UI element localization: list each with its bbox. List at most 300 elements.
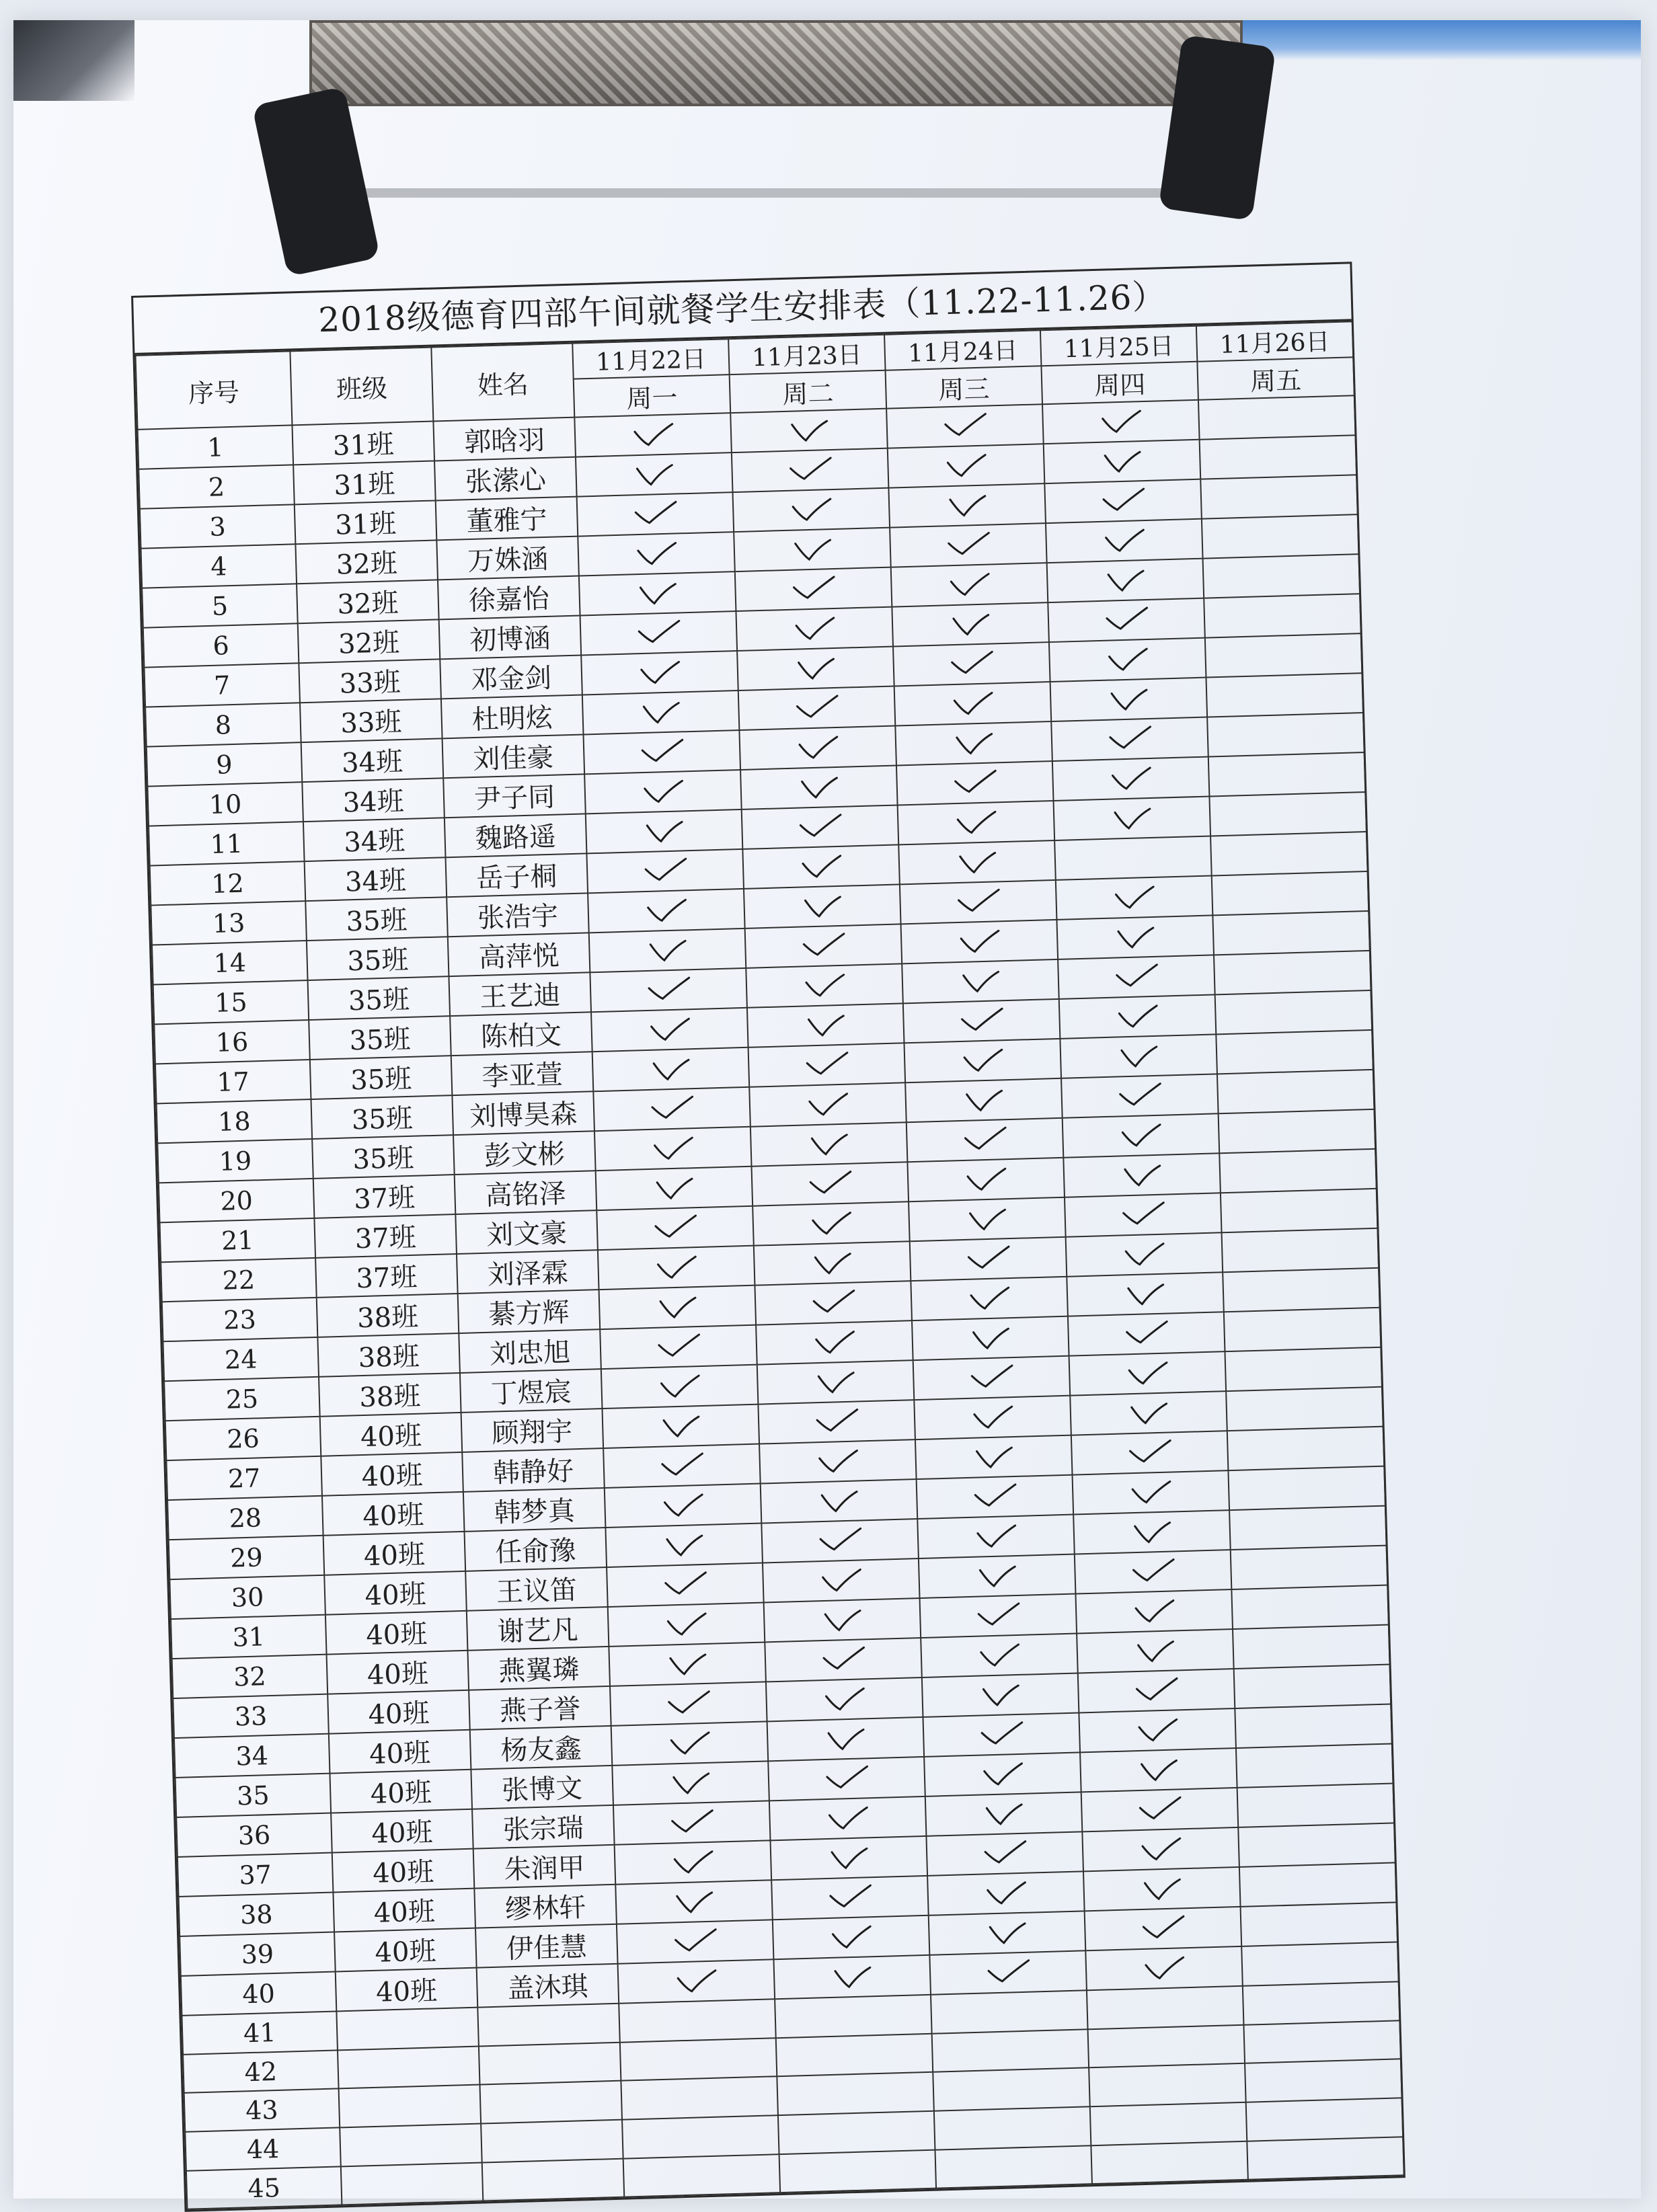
paper-sheet xyxy=(13,20,1641,2203)
row-class: 31班 xyxy=(295,500,437,544)
attendance-cell xyxy=(767,1717,925,1761)
checkmark-icon xyxy=(1119,1201,1167,1229)
row-class: 40班 xyxy=(329,1730,471,1774)
row-student-name: 张博文 xyxy=(471,1766,613,1809)
checkmark-icon xyxy=(1110,883,1158,912)
checkmark-icon xyxy=(1107,764,1155,793)
row-index: 5 xyxy=(142,584,298,627)
header-date: 11月24日 xyxy=(884,330,1041,370)
attendance-cell xyxy=(1236,1743,1393,1787)
row-index: 38 xyxy=(179,1893,335,1936)
attendance-cell xyxy=(757,1360,915,1404)
attendance-cell xyxy=(894,682,1052,725)
row-student-name: 盖沐琪 xyxy=(477,1964,619,2008)
checkmark-icon xyxy=(1117,1121,1165,1150)
attendance-cell xyxy=(603,1444,761,1488)
checkmark-icon xyxy=(1138,1875,1186,1903)
row-index: 8 xyxy=(145,703,301,746)
row-student-name: 刘泽霖 xyxy=(457,1250,599,1294)
attendance-cell xyxy=(1214,951,1371,994)
checkmark-icon xyxy=(629,421,677,449)
checkmark-icon xyxy=(635,659,683,687)
row-class: 34班 xyxy=(301,738,444,782)
checkmark-icon xyxy=(964,1245,1012,1273)
attendance-cell xyxy=(1066,1232,1223,1276)
checkmark-icon xyxy=(985,1959,1032,1987)
row-student-name xyxy=(479,2081,622,2124)
checkmark-icon xyxy=(1112,963,1160,991)
row-class: 35班 xyxy=(308,976,451,1020)
checkmark-icon xyxy=(953,848,1001,877)
attendance-cell xyxy=(596,1206,754,1250)
attendance-cell xyxy=(934,2106,1091,2149)
attendance-cell xyxy=(1067,1272,1224,1316)
attendance-cell xyxy=(912,1316,1069,1360)
attendance-cell xyxy=(1216,1030,1373,1074)
attendance-cell xyxy=(888,483,1046,527)
checkmark-icon xyxy=(649,1135,697,1163)
row-index: 20 xyxy=(159,1179,315,1222)
attendance-cell xyxy=(584,770,742,814)
checkmark-icon xyxy=(1100,526,1148,555)
checkmark-icon xyxy=(1122,1320,1170,1348)
checkmark-icon xyxy=(961,1126,1009,1154)
attendance-cell xyxy=(610,1682,767,1725)
row-student-name: 燕子誉 xyxy=(469,1686,611,1730)
attendance-cell xyxy=(746,963,903,1007)
row-student-name xyxy=(481,2120,623,2163)
row-index: 12 xyxy=(150,861,306,905)
checkmark-icon xyxy=(672,1967,720,1996)
attendance-cell xyxy=(599,1286,757,1329)
checkmark-icon xyxy=(808,1249,856,1277)
attendance-cell xyxy=(594,1127,752,1171)
row-student-name: 朱润甲 xyxy=(473,1845,616,1889)
row-student-name: 徐嘉怡 xyxy=(438,576,580,620)
attendance-cell xyxy=(932,2029,1089,2072)
row-student-name: 岳子桐 xyxy=(446,853,588,897)
attendance-cell xyxy=(1044,479,1202,523)
row-class: 37班 xyxy=(313,1175,456,1218)
attendance-cell xyxy=(1048,598,1205,642)
row-index: 25 xyxy=(164,1377,320,1421)
attendance-cell xyxy=(902,959,1059,1003)
attendance-cell xyxy=(905,1078,1063,1122)
attendance-cell xyxy=(933,2068,1090,2111)
checkmark-icon xyxy=(652,1253,700,1281)
row-index: 15 xyxy=(153,980,309,1024)
checkmark-icon xyxy=(1124,1359,1171,1388)
row-class xyxy=(336,2008,479,2051)
row-index: 45 xyxy=(186,2166,342,2209)
attendance-cell xyxy=(1241,1902,1398,1946)
checkmark-icon xyxy=(798,892,846,920)
row-class: 40班 xyxy=(321,1452,463,1496)
attendance-cell xyxy=(778,2111,935,2154)
checkmark-icon xyxy=(651,1214,699,1242)
checkmark-icon xyxy=(804,1091,851,1119)
row-student-name: 张宗瑞 xyxy=(472,1805,615,1849)
attendance-cell xyxy=(1073,1510,1231,1554)
checkmark-icon xyxy=(1104,645,1151,674)
clipboard-clip xyxy=(269,20,1264,303)
attendance-cell xyxy=(586,849,744,893)
checkmark-icon xyxy=(978,1760,1026,1788)
clip-cap-left xyxy=(252,86,381,276)
row-student-name: 万姝涵 xyxy=(436,537,579,580)
attendance-cell xyxy=(917,1515,1075,1558)
attendance-cell xyxy=(893,642,1050,686)
attendance-cell xyxy=(1224,1308,1381,1351)
attendance-cell xyxy=(1051,717,1208,761)
attendance-cell xyxy=(581,651,738,695)
checkmark-icon xyxy=(946,571,993,599)
checkmark-icon xyxy=(1124,1399,1172,1427)
attendance-cell xyxy=(756,1320,913,1364)
attendance-cell xyxy=(1083,1867,1241,1911)
attendance-cell xyxy=(891,563,1048,606)
attendance-cell xyxy=(773,1915,930,1959)
attendance-cell xyxy=(1221,1189,1378,1232)
attendance-cell xyxy=(898,801,1055,844)
row-index: 44 xyxy=(185,2127,341,2170)
checkmark-icon xyxy=(1116,1082,1163,1110)
row-class: 32班 xyxy=(298,619,440,663)
attendance-cell xyxy=(596,1167,753,1210)
attendance-cell xyxy=(1209,792,1366,836)
attendance-cell xyxy=(605,1484,762,1528)
checkmark-icon xyxy=(1130,1597,1178,1626)
attendance-cell xyxy=(1237,1783,1395,1827)
checkmark-icon xyxy=(1122,1280,1169,1308)
checkmark-icon xyxy=(966,1324,1014,1352)
row-student-name: 刘佳豪 xyxy=(442,734,585,778)
attendance-cell xyxy=(923,1712,1080,1756)
attendance-cell xyxy=(733,488,890,532)
checkmark-icon xyxy=(963,1206,1011,1234)
attendance-cell xyxy=(738,686,896,730)
row-index: 3 xyxy=(140,504,296,548)
checkmark-icon xyxy=(969,1403,1017,1431)
checkmark-icon xyxy=(656,1372,703,1400)
attendance-cell xyxy=(1246,2098,1403,2141)
checkmark-icon xyxy=(958,1007,1005,1035)
checkmark-icon xyxy=(1134,1716,1182,1745)
checkmark-icon xyxy=(822,1725,870,1753)
checkmark-icon xyxy=(966,1284,1013,1312)
row-student-name: 杜明炫 xyxy=(441,695,584,739)
attendance-cell xyxy=(1243,1981,1400,2024)
attendance-cell xyxy=(903,999,1061,1043)
row-index: 24 xyxy=(163,1337,319,1381)
attendance-cell xyxy=(1225,1347,1382,1391)
header-date: 11月23日 xyxy=(728,335,885,374)
row-student-name: 邓金剑 xyxy=(440,656,582,699)
row-class: 38班 xyxy=(317,1294,459,1337)
row-index: 42 xyxy=(183,2050,339,2093)
attendance-cell xyxy=(1063,1153,1221,1197)
attendance-cell xyxy=(1217,1070,1375,1113)
attendance-cell xyxy=(925,1792,1083,1835)
checkmark-icon xyxy=(642,897,690,925)
row-student-name: 顾翔宇 xyxy=(461,1409,604,1452)
header-weekday: 周五 xyxy=(1197,357,1354,399)
checkmark-icon xyxy=(630,461,678,489)
checkmark-icon xyxy=(637,699,685,727)
attendance-cell xyxy=(617,1920,774,1963)
attendance-cell xyxy=(582,690,740,734)
checkmark-icon xyxy=(791,615,839,643)
attendance-cell xyxy=(890,523,1047,567)
checkmark-icon xyxy=(650,1175,698,1203)
row-class: 40班 xyxy=(334,1928,477,1972)
checkmark-icon xyxy=(807,1210,855,1238)
attendance-cell xyxy=(922,1673,1079,1716)
checkmark-icon xyxy=(640,818,688,846)
checkmark-icon xyxy=(1136,1796,1184,1824)
header-date: 11月22日 xyxy=(572,339,729,379)
attendance-cell xyxy=(1207,713,1364,756)
checkmark-icon xyxy=(944,531,992,559)
attendance-cell xyxy=(737,647,894,690)
attendance-cell xyxy=(1228,1466,1385,1510)
row-class: 34班 xyxy=(302,778,445,822)
checkmark-icon xyxy=(972,1522,1019,1550)
header-weekday: 周四 xyxy=(1041,362,1198,404)
attendance-cell xyxy=(892,602,1049,646)
row-class: 35班 xyxy=(311,1095,453,1139)
checkmark-icon xyxy=(668,1809,716,1837)
checkmark-icon xyxy=(1108,804,1156,832)
checkmark-icon xyxy=(639,778,687,806)
attendance-cell xyxy=(910,1237,1067,1281)
attendance-cell xyxy=(753,1201,910,1245)
row-class: 35班 xyxy=(307,937,449,980)
attendance-cell xyxy=(583,730,740,774)
attendance-cell xyxy=(579,571,736,615)
attendance-cell xyxy=(588,889,745,933)
attendance-cell xyxy=(1219,1109,1376,1153)
attendance-cell xyxy=(748,1043,906,1087)
attendance-cell xyxy=(1078,1669,1235,1712)
checkmark-icon xyxy=(949,690,997,718)
attendance-cell xyxy=(919,1554,1076,1598)
attendance-cell xyxy=(914,1396,1071,1439)
checkmark-icon xyxy=(633,580,681,608)
attendance-cell xyxy=(901,920,1058,963)
checkmark-icon xyxy=(794,734,842,762)
header-name: 姓名 xyxy=(431,344,574,422)
attendance-cell xyxy=(622,2115,779,2158)
row-class: 35班 xyxy=(312,1135,455,1179)
attendance-cell xyxy=(1077,1629,1234,1673)
attendance-cell xyxy=(765,1638,922,1682)
attendance-cell xyxy=(623,2154,781,2197)
checkmark-icon xyxy=(1139,1915,1187,1943)
row-student-name: 缪林轩 xyxy=(474,1885,617,1928)
checkmark-icon xyxy=(970,1443,1017,1471)
checkmark-icon xyxy=(1120,1240,1168,1269)
attendance-cell xyxy=(1219,1149,1377,1193)
attendance-cell xyxy=(1235,1704,1392,1748)
checkmark-icon xyxy=(1115,1042,1163,1070)
attendance-cell xyxy=(895,721,1052,765)
checkmark-icon xyxy=(661,1571,709,1599)
attendance-cell xyxy=(755,1281,912,1325)
checkmark-icon xyxy=(657,1412,705,1440)
attendance-cell xyxy=(920,1594,1077,1638)
row-class: 33班 xyxy=(299,659,441,703)
row-index: 37 xyxy=(178,1853,334,1897)
row-class: 40班 xyxy=(331,1809,473,1853)
row-index: 10 xyxy=(147,782,303,826)
attendance-cell xyxy=(745,924,902,967)
attendance-cell xyxy=(1044,440,1201,483)
attendance-cell xyxy=(1226,1387,1383,1431)
row-index: 39 xyxy=(180,1932,336,1976)
row-student-name xyxy=(479,2042,621,2085)
attendance-cell xyxy=(1059,994,1217,1038)
row-index: 22 xyxy=(161,1258,317,1302)
row-student-name: 尹子同 xyxy=(443,774,586,818)
checkmark-icon xyxy=(822,1765,870,1793)
attendance-cell xyxy=(749,1082,907,1126)
checkmark-icon xyxy=(646,1016,693,1044)
row-class: 35班 xyxy=(305,897,448,941)
attendance-cell xyxy=(1200,475,1358,518)
row-student-name: 陈柏文 xyxy=(450,1012,592,1056)
attendance-cell xyxy=(911,1277,1068,1320)
attendance-cell xyxy=(1233,1625,1390,1669)
checkmark-icon xyxy=(1102,566,1149,594)
attendance-cell xyxy=(909,1197,1066,1241)
row-student-name: 谢艺凡 xyxy=(467,1607,609,1651)
attendance-cell xyxy=(1212,911,1370,955)
attendance-cell xyxy=(605,1524,763,1567)
attendance-cell xyxy=(1056,875,1213,919)
attendance-cell xyxy=(578,532,735,576)
attendance-cell xyxy=(735,567,892,611)
checkmark-icon xyxy=(976,1681,1024,1709)
checkmark-icon xyxy=(824,1805,872,1833)
header-weekday: 周三 xyxy=(886,366,1043,408)
row-index: 6 xyxy=(143,623,299,667)
checkmark-icon xyxy=(1118,1161,1166,1189)
row-index: 29 xyxy=(169,1536,325,1579)
attendance-cell xyxy=(576,452,733,496)
attendance-cell xyxy=(1247,2137,1404,2180)
checkmark-icon xyxy=(813,1408,861,1436)
checkmark-icon xyxy=(648,1095,696,1123)
attendance-cell xyxy=(744,884,901,928)
row-index: 18 xyxy=(157,1099,313,1143)
checkmark-icon xyxy=(952,809,1000,837)
attendance-cell xyxy=(931,1990,1088,2033)
checkmark-icon xyxy=(818,1606,866,1634)
attendance-cell xyxy=(1229,1506,1387,1550)
attendance-cell xyxy=(752,1162,909,1206)
attendance-cell xyxy=(600,1325,757,1369)
checkmark-icon xyxy=(660,1531,708,1559)
attendance-cell xyxy=(935,2145,1092,2188)
row-index: 16 xyxy=(154,1020,310,1064)
attendance-cell xyxy=(929,1950,1087,1994)
row-index: 36 xyxy=(176,1813,332,1857)
attendance-cell xyxy=(915,1435,1073,1479)
checkmark-icon xyxy=(943,491,991,520)
attendance-cell xyxy=(1210,832,1368,875)
row-class: 40班 xyxy=(333,1889,475,1932)
attendance-cell xyxy=(598,1246,755,1290)
attendance-cell xyxy=(754,1241,911,1285)
checkmark-icon xyxy=(975,1641,1023,1669)
row-class: 32班 xyxy=(297,580,439,623)
row-student-name: 刘文豪 xyxy=(455,1210,598,1254)
row-class: 40班 xyxy=(325,1611,468,1655)
attendance-cell xyxy=(1068,1312,1225,1355)
checkmark-icon xyxy=(810,1289,857,1317)
attendance-cell xyxy=(777,2072,934,2115)
row-student-name: 郭晗羽 xyxy=(433,418,576,461)
checkmark-icon xyxy=(1128,1518,1176,1546)
attendance-cell xyxy=(1085,1946,1243,1990)
checkmark-icon xyxy=(647,1056,695,1084)
attendance-cell xyxy=(1075,1589,1233,1633)
attendance-cell xyxy=(615,1880,773,1924)
row-student-name: 丁煜宸 xyxy=(460,1369,603,1413)
clip-bar xyxy=(309,20,1243,106)
row-index: 27 xyxy=(166,1456,322,1500)
checkmark-icon xyxy=(642,857,689,885)
row-class: 31班 xyxy=(292,422,434,465)
attendance-cell xyxy=(766,1677,923,1721)
row-index: 13 xyxy=(151,901,307,945)
row-class: 40班 xyxy=(324,1571,467,1615)
checkmark-icon xyxy=(671,1928,719,1956)
attendance-cell xyxy=(742,844,900,888)
checkmark-icon xyxy=(968,1364,1015,1392)
attendance-cell xyxy=(1089,2063,1246,2106)
attendance-cell xyxy=(1075,1550,1232,1593)
attendance-cell xyxy=(1212,871,1369,915)
attendance-cell xyxy=(888,444,1045,487)
attendance-cell xyxy=(1227,1427,1385,1470)
attendance-cell xyxy=(1222,1228,1379,1272)
checkmark-icon xyxy=(947,610,995,639)
checkmark-icon xyxy=(981,1840,1029,1868)
attendance-cell xyxy=(913,1356,1071,1400)
checkmark-icon xyxy=(669,1848,717,1877)
attendance-cell xyxy=(1070,1391,1227,1435)
row-class: 38班 xyxy=(317,1333,460,1377)
checkmark-icon xyxy=(1134,1756,1182,1784)
attendance-cell xyxy=(1047,559,1204,602)
attendance-cell xyxy=(1215,990,1373,1034)
attendance-cell xyxy=(775,1995,932,2038)
row-index: 14 xyxy=(152,941,308,984)
checkmark-icon xyxy=(654,1293,701,1321)
row-index: 41 xyxy=(182,2011,338,2054)
checkmark-icon xyxy=(1131,1637,1179,1665)
checkmark-icon xyxy=(785,416,833,444)
checkmark-icon xyxy=(956,928,1003,956)
row-index: 21 xyxy=(160,1218,316,1262)
checkmark-icon xyxy=(654,1333,702,1361)
checkmark-icon xyxy=(788,535,836,563)
attendance-cell xyxy=(747,1003,904,1047)
row-student-name: 韩静好 xyxy=(462,1448,605,1492)
row-index: 11 xyxy=(149,822,305,865)
